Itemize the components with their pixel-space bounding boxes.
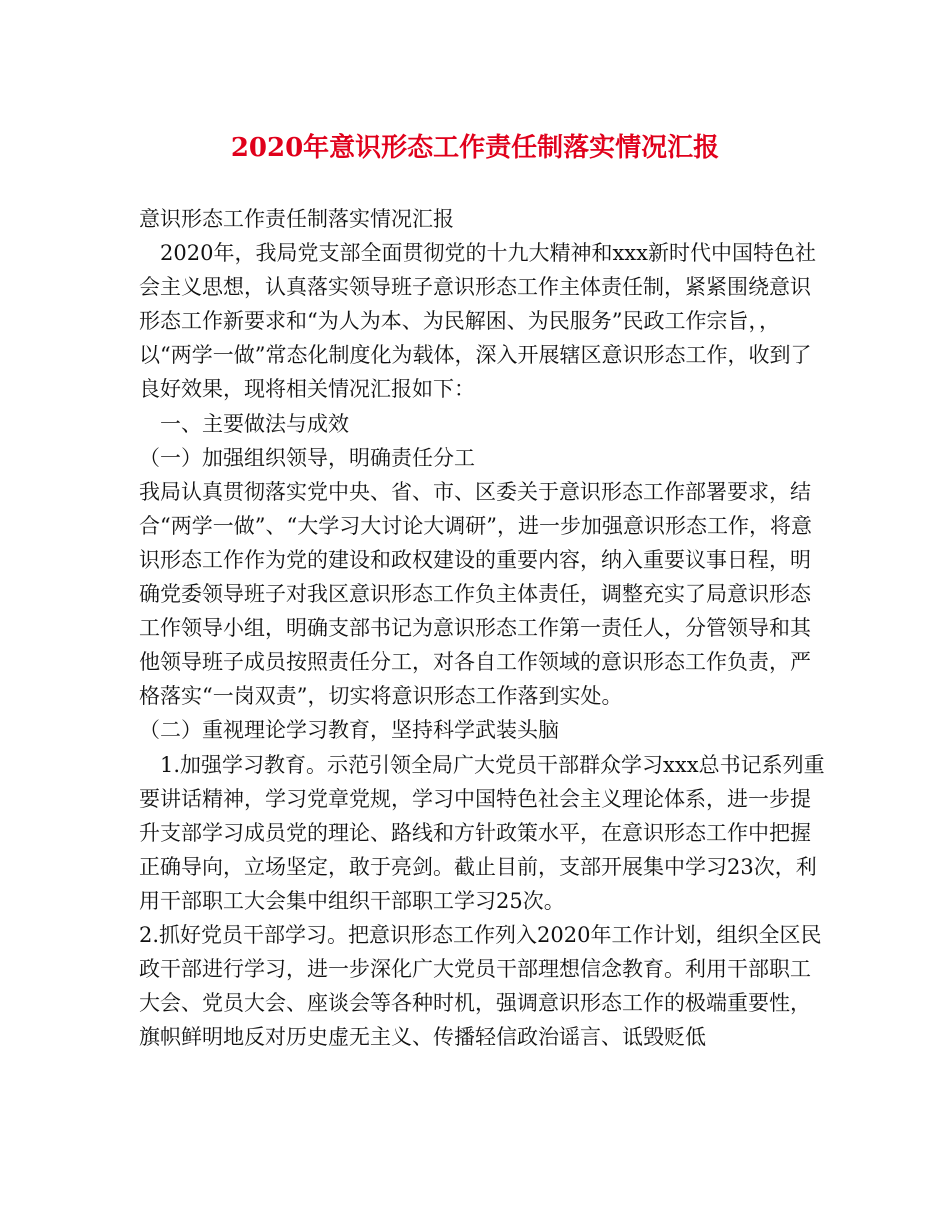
intro-paragraph: 2020年，我局党支部全面贯彻党的十九大精神和xxx新时代中国特色社会主义思想，认真落实领导班子意识形态工作主体责任制，紧紧围绕意识形态工作新要求和“为人为本、为民解困、为民服务”民政工作宗旨，，以“两学一做”常态化制度化为载体，深入开展辖区意识形态工作，收到了良好效果，现将相关情况汇报如下： xyxy=(139,241,816,402)
document-body xyxy=(139,202,829,1054)
subsection-heading-2: （二）重视理论学习教育，坚持科学武装头脑 xyxy=(139,718,559,743)
subtitle-paragraph: 意识形态工作责任制落实情况汇报 xyxy=(139,207,454,231)
body-paragraph: 1.加强学习教育。示范引领全局广大党员干部群众学习xxx总书记系列重要讲话精神，学习党章党规，学习中国特色社会主义理论体系，进一步提升支部学习成员党的理论、路线和方针政策水平，在意识形态工作中把握正确导向，立场坚定，敢于亮剑。截止目前，支部开展集中学习23次，利用干部职工大会集中组织干部职工学习25次。 xyxy=(139,752,825,913)
body-paragraph: 2.抓好党员干部学习。把意识形态工作列入2020年工作计划，组织全区民政干部进行学习，进一步深化广大党员干部理想信念教育。利用干部职工大会、党员大会、座谈会等各种时机，强调意识形态工作的极端重要性，旗帜鲜明地反对历史虚无主义、传播轻信政治谣言、诋毁贬低 xyxy=(139,922,822,1050)
body-paragraph: 我局认真贯彻落实党中央、省、市、区委关于意识形态工作部署要求，结合“两学一做”、“大学习大讨论大调研”，进一步加强意识形态工作，将意识形态工作作为党的建设和政权建设的重要内容，纳入重要议事日程，明确党委领导班子对我区意识形态工作负主体责任，调整充实了局意识形态工作领导小组，明确支部书记为意识形态工作第一责任人，分管领导和其他领导班子成员按照责任分工，对各自工作领域的意识形态工作负责，严格落实“一岗双责”，切实将意识形态工作落到实处。 xyxy=(139,479,812,709)
subsection-heading-1: （一）加强组织领导，明确责任分工 xyxy=(139,445,475,470)
document-title: 2020年意识形态工作责任制落实情况汇报 xyxy=(230,133,720,163)
section-heading: 一、主要做法与成效 xyxy=(160,411,349,436)
